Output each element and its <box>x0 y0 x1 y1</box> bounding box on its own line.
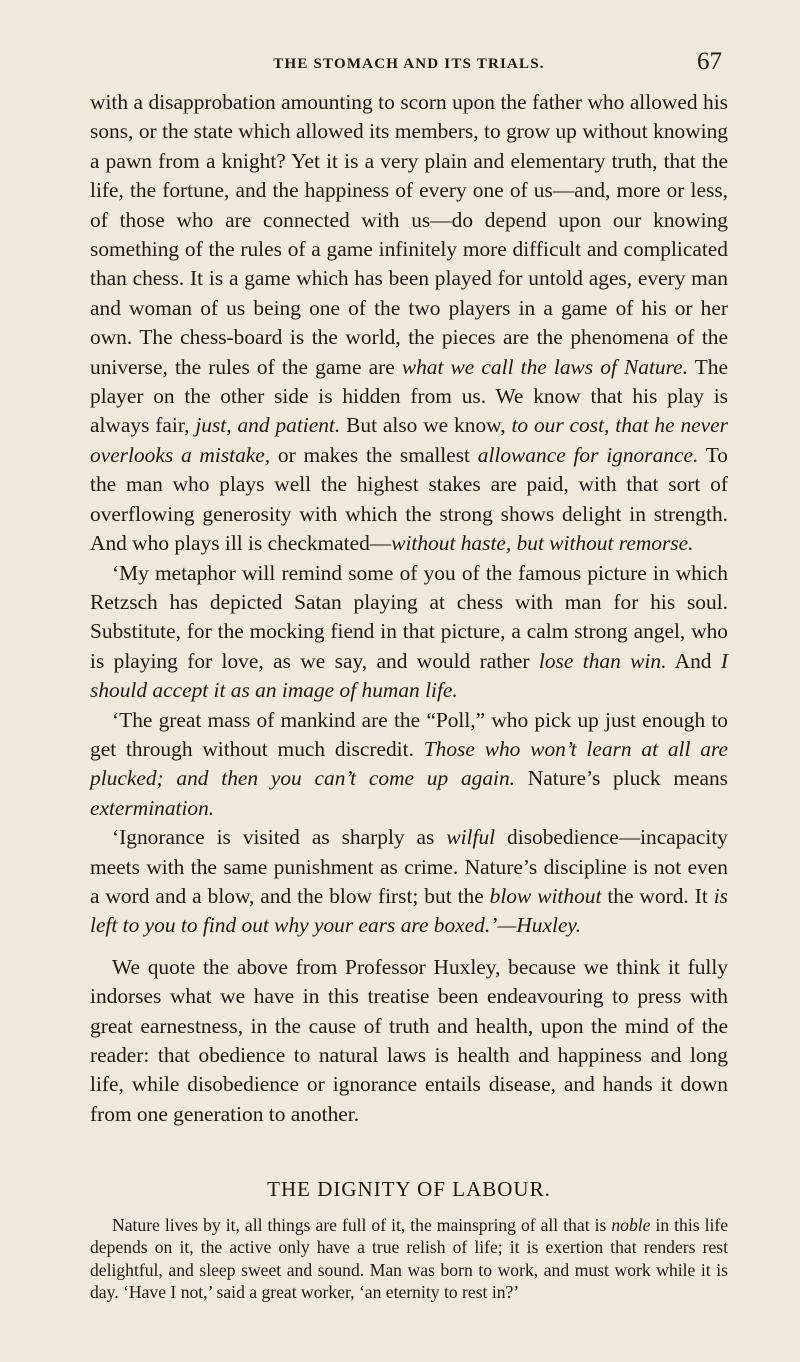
text-run: And <box>666 648 721 673</box>
text-run: in this life depends on it, the active only have a true relish of life; it is exertion that renders rest delightful, and sleep sweet and sound. Man was born to work, and must work while it is day. ‘Have I not,’ said a great worker, ‘an eternity to rest in?’ <box>90 1215 729 1302</box>
italic-run: is left to you to find out why your ears are boxed.’—Huxley. <box>90 883 728 938</box>
paragraph-ignorance <box>90 823 728 941</box>
paragraph-chess-game <box>90 88 728 559</box>
text-run: But also we know, <box>340 413 512 438</box>
italic-run: allowance for ignorance. <box>477 442 699 467</box>
text-run: or makes the smallest <box>270 442 478 467</box>
paragraph-huxley-quote: We quote the above from Professor Huxley, because we think it fully indorses what we have in this treatise been endeavouring to press with great earnestness, in the cause of truth and health, upon the mind of the reader: that obedience to natural laws is health and happiness and long life, while disobedience or ignorance entails disease, and hands it down from one generation to another. <box>90 954 728 1126</box>
text-run: disobedience—incapacity meets with the same punishment as crime. Nature’s discipline is not even a word and a blow, and the blow first; but the <box>90 825 729 908</box>
italic-run: blow without <box>489 883 602 908</box>
text-run: To the man who plays well the highest stakes are paid, with that sort of overflowing generosity with which the strong shows delight in strength. And who plays ill is checkmated— <box>90 442 728 556</box>
italic-run: noble <box>611 1215 651 1236</box>
text-run: with a disapprobation amounting to scorn upon the father who allowed his sons, or the state which allowed its members, to grow up without knowing a pawn from a knight? Yet it is a very plain and elementary truth, that the life, the fortune, and the happiness of every one of us—and, more or less, of those who are connected with us—do depend upon our knowing something of the rules of a game infinitely more difficult and complicated than chess. It is a game which has been played for untold ages, every man and woman of us being one of the two players in a game of his or her own. The chess-board is the world, the pieces are the phenomena of the universe, the rules of the game are <box>90 90 728 379</box>
text-run: ‘The great mass of mankind are the “Poll,” who pick up just enough to get through without much discredit. <box>90 707 728 761</box>
text-run: The player on the other side is hidden from us. We know that his play is always fair, <box>90 354 728 438</box>
running-title: THE STOMACH AND ITS TRIALS. <box>273 56 545 72</box>
text-run: the word. It <box>601 883 714 908</box>
text-run: Nature’s pluck means <box>515 766 728 791</box>
italic-run: Those who won’t learn at all are plucked; and then you can’t come up again. <box>90 736 728 791</box>
paragraph-metaphor <box>90 559 728 706</box>
text-run: ‘Ignorance is visited as sharply as <box>112 825 447 850</box>
italic-run: lose than win. <box>538 648 667 673</box>
paragraph-poll <box>90 706 728 824</box>
italic-run: just, and patient. <box>195 413 341 438</box>
italic-run: what we call the laws of Nature. <box>401 354 688 379</box>
section-text <box>90 1214 728 1303</box>
main-text <box>90 88 728 1129</box>
italic-run: without haste, but without remorse. <box>391 531 694 556</box>
section-heading: THE DIGNITY OF LABOUR. <box>267 1177 551 1202</box>
paragraph-labour <box>90 1214 728 1303</box>
text-run: ‘My metaphor will remind some of you of the famous picture in which Retzsch has depicted Satan playing at chess with man for his soul. Substitute, for the mocking fiend in that picture, a calm strong angel, who is playing for love, as we say, and would rather <box>90 560 728 673</box>
italic-run: to our cost, that he never overlooks a mistake, <box>90 413 728 467</box>
page-number: 67 <box>697 48 722 75</box>
italic-run: wilful <box>446 825 496 850</box>
running-head <box>90 48 728 82</box>
italic-run: extermination. <box>90 795 215 820</box>
italic-run: I should accept it as an image of human life. <box>90 648 728 703</box>
text-run: Nature lives by it, all things are full of it, the mainspring of all that is <box>112 1215 612 1236</box>
